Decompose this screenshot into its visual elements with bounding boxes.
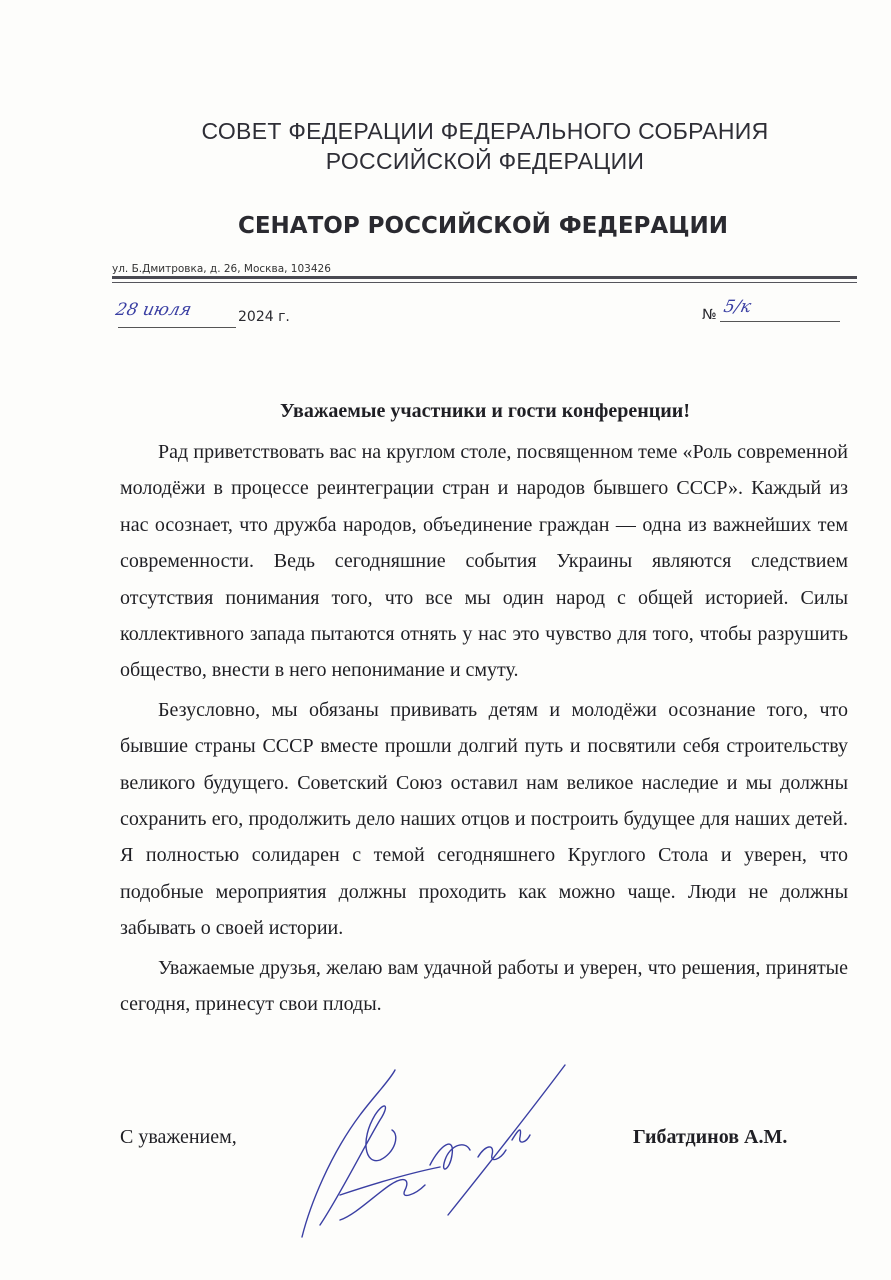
- senator-title: СЕНАТОР РОССИЙСКОЙ ФЕДЕРАЦИИ: [237, 213, 729, 239]
- greeting: Уважаемые участники и гости конференции!: [280, 400, 690, 422]
- closing: С уважением,: [120, 1126, 237, 1148]
- date-year: 2024 г.: [238, 309, 290, 325]
- letter-body: [120, 434, 848, 1026]
- number-handwritten: 5/к: [721, 297, 753, 317]
- header-rule-thin: [112, 282, 857, 283]
- organization-header: [0, 116, 891, 176]
- header-rule-thick: [112, 276, 857, 279]
- organization-line-1: СОВЕТ ФЕДЕРАЦИИ ФЕДЕРАЛЬНОГО СОБРАНИЯ: [201, 118, 769, 144]
- signer-name: Гибатдинов А.М.: [633, 1126, 788, 1148]
- organization-line-2: РОССИЙСКОЙ ФЕДЕРАЦИИ: [325, 148, 645, 174]
- paragraph-1: Рад приветствовать вас на круглом столе, посвященном теме «Роль современной молодёжи в процессе реинтеграции стран и народов бывшего СССР». Каждый из нас осознает, что дружба народов, объединение граждан — одна из важнейших тем современности. Ведь сегодняшние события Украины являются следствием отсутствия понимания того, что все мы один народ с общей историей. Силы коллективного запада пытаются отнять у нас это чувство для того, чтобы разрушить общество, внести в него непонимание и смуту.: [120, 441, 848, 682]
- paragraph-3: Уважаемые друзья, желаю вам удачной работы и уверен, что решения, принятые сегодня, принесут свои плоды.: [120, 956, 848, 1016]
- address: ул. Б.Дмитровка, д. 26, Москва, 103426: [112, 263, 331, 275]
- paragraph-2: Безусловно, мы обязаны прививать детям и молодёжи осознание того, что бывшие страны СССР вместе прошли долгий путь и посвятили себя строительству великого будущего. Советский Союз оставил нам великое наследие и мы должны сохранить его, продолжить дело наших отцов и построить будущее для наших детей. Я полностью солидарен с темой сегодняшнего Круглого Стола и уверен, что подобные мероприятия должны проходить как можно чаще. Люди не должны забывать о своей истории.: [120, 698, 848, 940]
- signature: [280, 1045, 580, 1245]
- date-handwritten: 28 июля: [113, 300, 194, 320]
- number-label: №: [702, 307, 717, 323]
